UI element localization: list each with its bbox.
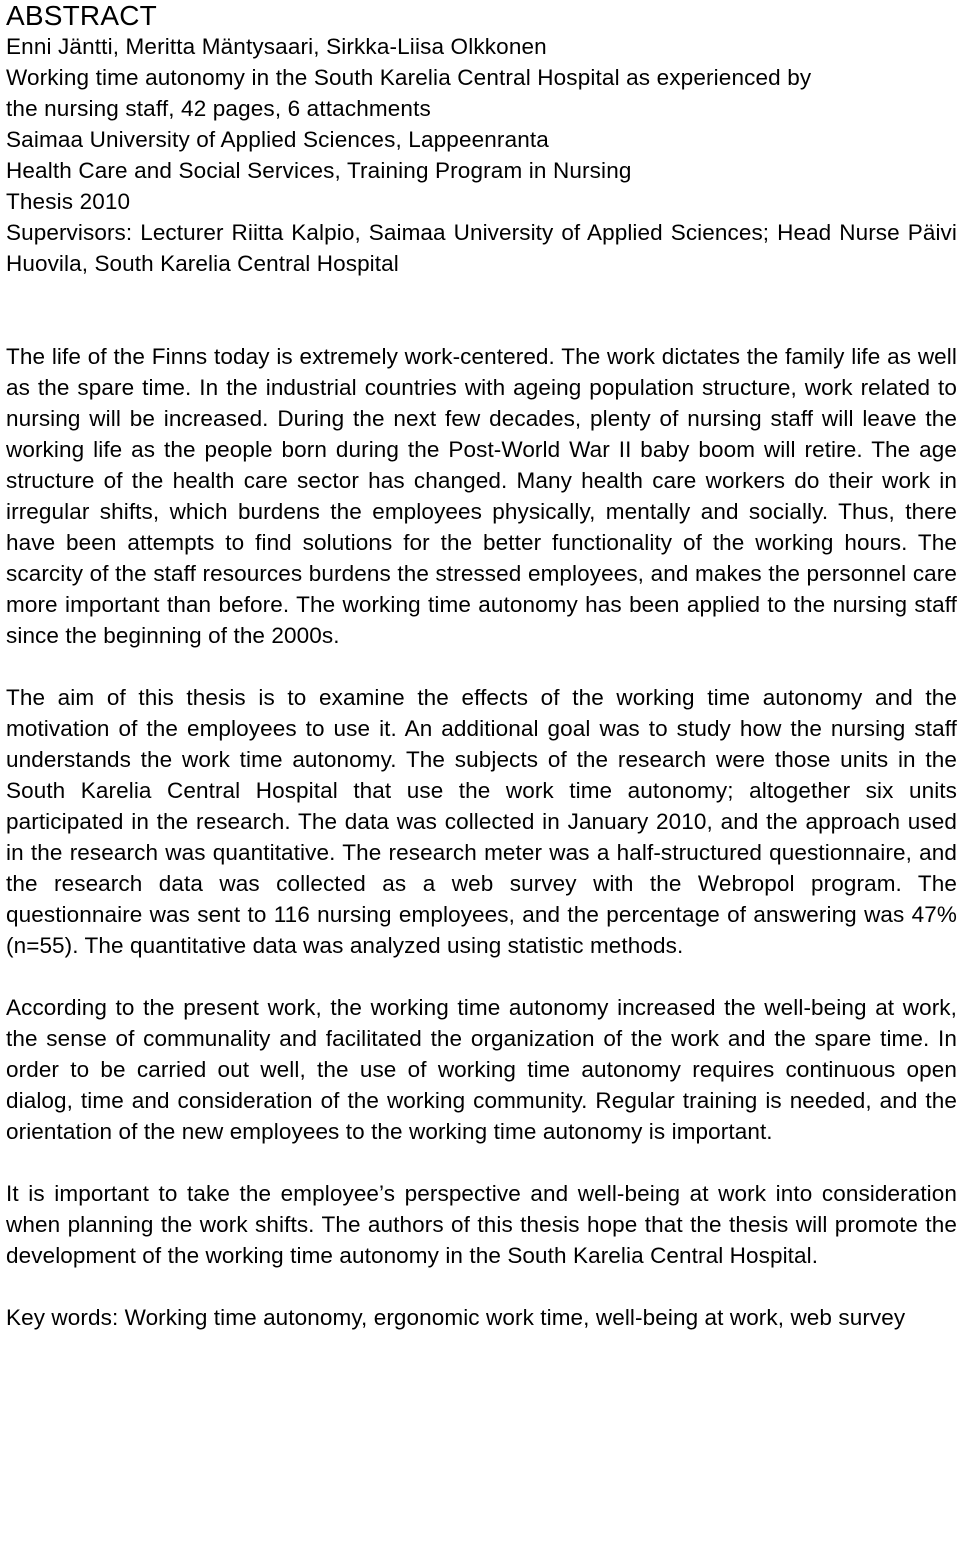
paragraph-spacer	[6, 961, 957, 992]
department: Health Care and Social Services, Training Program in Nursing	[6, 158, 632, 183]
authors: Enni Jäntti, Meritta Mäntysaari, Sirkka-Liisa Olkkonen	[6, 34, 547, 59]
abstract-paragraph-3: According to the present work, the working time autonomy increased the well-being at work, the sense of communality and facilitated the organization of the work and the spare time. In order to be carried out well, the use of working time autonomy requires continuous open dialog, time and consideration of the working community. Regular training is needed, and the orientation of the new employees to the working time autonomy is important.	[6, 995, 957, 1144]
thesis-title-line-2: the nursing staff, 42 pages, 6 attachments	[6, 96, 431, 121]
paragraph-spacer	[6, 651, 957, 682]
institution: Saimaa University of Applied Sciences, Lappeenranta	[6, 127, 549, 152]
paragraph-spacer	[6, 1147, 957, 1178]
abstract-paragraph-2: The aim of this thesis is to examine the effects of the working time autonomy and the motivation of the employees to use it. An additional goal was to study how the nursing staff understands the work time autonomy. The subjects of the research were those units in the South Karelia Central Hospital that use the work time autonomy; altogether six units participated in the research. The data was collected in January 2010, and the approach used in the research was quantitative. The research meter was a half-structured questionnaire, and the research data was collected as a web survey with the Webropol program. The questionnaire was sent to 116 nursing employees, and the percentage of answering was 47% (n=55). The quantitative data was analyzed using statistic methods.	[6, 685, 957, 958]
abstract-paragraph-4: It is important to take the employee’s perspective and well-being at work into consideration when planning the work shifts. The authors of this thesis hope that the thesis will promote the development of the working time autonomy in the South Karelia Central Hospital.	[6, 1181, 957, 1268]
abstract-page	[6, 0, 957, 1333]
thesis-title-line-1: Working time autonomy in the South Karelia Central Hospital as experienced by	[6, 65, 812, 90]
supervisors: Supervisors: Lecturer Riitta Kalpio, Saimaa University of Applied Sciences; Head Nurse Päivi Huovila, South Karelia Central Hospital	[6, 220, 957, 276]
paragraph-spacer	[6, 1271, 957, 1302]
page-title: ABSTRACT	[6, 0, 157, 31]
keywords: Key words: Working time autonomy, ergonomic work time, well-being at work, web survey	[6, 1305, 906, 1330]
abstract-paragraph-1: The life of the Finns today is extremely work-centered. The work dictates the family life as well as the spare time. In the industrial countries with ageing population structure, work related to nursing will be increased. During the next few decades, plenty of nursing staff will leave the working life as the people born during the Post-World War II baby boom will retire. The age structure of the health care sector has changed. Many health care workers do their work in irregular shifts, which burdens the employees physically, mentally and socially. Thus, there have been attempts to find solutions for the better functionality of the working hours. The scarcity of the staff resources burdens the stressed employees, and makes the personnel care more important than before. The working time autonomy has been applied to the nursing staff since the beginning of the 2000s.	[6, 344, 957, 648]
section-spacer	[6, 279, 957, 341]
thesis-year: Thesis 2010	[6, 189, 131, 214]
